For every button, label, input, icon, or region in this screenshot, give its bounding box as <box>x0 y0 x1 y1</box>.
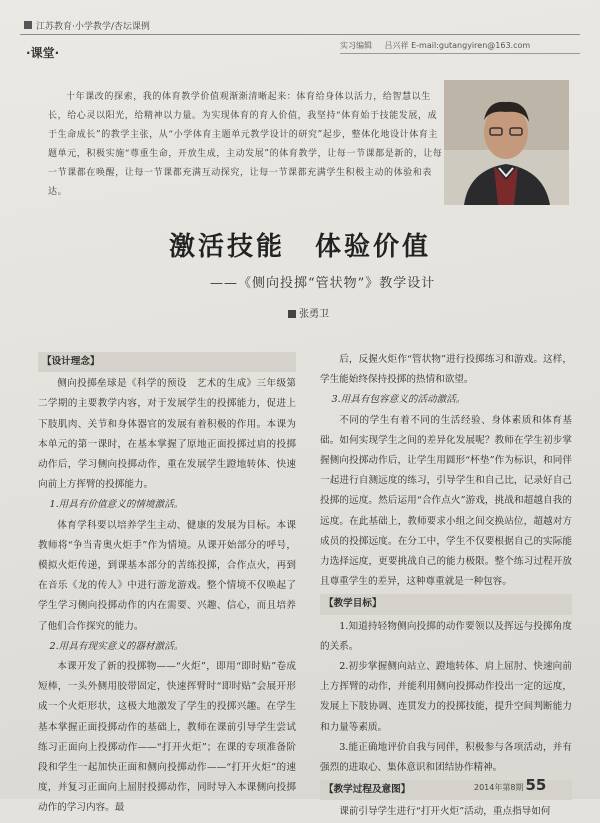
author-byline <box>288 305 329 320</box>
paragraph: 1.用具有价值意义的情境激活。 <box>49 499 184 511</box>
author-portrait-icon <box>444 80 569 205</box>
running-header <box>20 18 580 35</box>
right-column <box>320 350 572 823</box>
section-heading: 【教学目标】 <box>320 594 572 614</box>
byline-square-icon <box>288 310 296 318</box>
paragraph: 课前引导学生进行“打开火炬”活动，重点指导如何 <box>339 806 551 818</box>
section-heading: 【设计理念】 <box>38 352 296 372</box>
page-footer <box>474 776 546 794</box>
journal-name: 江苏教育·小学教学/杏坛课例 <box>36 22 150 32</box>
paragraph: 不同的学生有着不同的生活经验、身体素质和体育基础。如何实现学生之间的差异化发展呢？教师在学生初步掌握侧向投掷动作后，让学生用圆形“杯垫”作为标识，和同伴一起进行自测远度的练习，引导学生和自己比，记录好自己投掷的远度。然后运用“合作点火”游戏，挑战和超越自我的远度。在此基础上，教师要求小组之间交换站位，超越对方成员的投掷远度。在分工中，学生不仅要根据自己的实际能力选择远度，更要挑战自己的能力极限。整个练习过程开放且尊重学生的差异，这种尊重就是一种包容。 <box>320 414 572 588</box>
left-column <box>38 350 296 819</box>
section-label: 课堂 <box>30 46 55 60</box>
paragraph: 本课开发了新的投掷物——“火炬”，即用“即时贴”卷成短棒，一头外侧用胶带固定，快速挥臂时“即时贴”会展开形成一个火炬形状，这极大地激发了学生的投掷兴趣。在学生基本掌握正面投掷动作的基础上，教师在课前引导学生尝试练习正面向上投掷动作——“打开火炬”；在课的专项准备阶段和学生一起加快正面和侧向投掷动作——“打开火炬”的速度，并复习正面向上屈肘投掷动作，同时导入本课侧向投掷动作的学习内容。最 <box>38 661 296 814</box>
article-subtitle: ——《侧向投掷“管状物”》教学设计 <box>210 276 436 291</box>
paragraph: 侧向投掷垒球是《科学的预设 艺术的生成》三年级第二学期的主要教学内容，对于发展学生的投掷能力，促进上下肢肌肉、关节和身体器官的发展有着积极的作用。本课为本单元的第一课时，在基本掌握了原地正面投掷过肩的投掷动作后，学习侧向投掷动作，重在发展学生蹬地转体、快速向前上方挥臂的投掷能力。 <box>38 378 296 491</box>
paragraph: 2.用具有现实意义的器材激活。 <box>49 640 184 652</box>
title-part-2: 体验价值 <box>315 232 432 262</box>
editor-line <box>340 40 580 54</box>
author-name: 张勇卫 <box>299 309 329 320</box>
author-intro: 十年课改的探索，我的体育教学价值观渐渐清晰起来：体育给身体以活力，给智慧以生长，给心灵以阳光，给精神以力量。为实现体育的育人价值，我坚持“体育始于技能发展，成于生命成长”的教学主张，从“小学体育主题单元教学设计的研究”起步，整体化地设计体育主题单元，积极实施“尊重生命，开放生成，主动发展”的体育教学，让每一节课都是新的，让每一节课都在唤醒，让每一节课都充满互动探究，让每一节课都充满学生积极主动的体验和表达。 <box>48 92 443 197</box>
paragraph: 后，反握火炬作“管状物”进行投掷练习和游戏。这样，学生能始终保持投掷的热情和欲望。 <box>320 354 572 386</box>
editor-contact: 吕兴祥 E-mail:gutangyiren@163.com <box>384 41 531 50</box>
paragraph: 体育学科要以培养学生主动、健康的发展为目标。本课教师将“争当青奥火炬手”作为情境。从课开始部分的呼号，模拟火炬传递，到课基本部分的苦练投掷，合作点火，再到在音乐《龙的传人》中进行游龙游戏。整个情境不仅唤起了学生学习侧向投掷动作的内在需要、兴趣、信心，而且培养了他们合作探究的能力。 <box>38 519 296 632</box>
header-square-icon <box>24 21 32 29</box>
editor-label: 实习编辑 <box>340 41 372 50</box>
author-photo <box>444 80 569 205</box>
section-heading: 【教学过程及意图】 <box>320 780 572 800</box>
paragraph: 3.用具有包容意义的活动激活。 <box>331 394 466 406</box>
article-title <box>0 226 600 263</box>
page-number: 55 <box>525 776 547 794</box>
issue-date: 2014年第8期 <box>474 783 524 792</box>
section-tag: ·课堂· <box>26 46 60 60</box>
title-part-1: 激活技能 <box>168 232 285 262</box>
paragraph: 1.知道持轻物侧向投掷的动作要领以及挥远与投掷角度的关系。 <box>320 620 572 652</box>
paragraph: 2.初步掌握侧向站立、蹬地转体、肩上屈肘、快速向前上方挥臂的动作，并能利用侧向投掷动作投出一定的远度，发展上下肢协调、连贯发力的投掷技能，提升空间判断能力和力量等素质。 <box>320 661 572 733</box>
paragraph: 3.能正确地评价自我与同伴，积极参与各项活动，并有强烈的进取心、集体意识和团结协作精神。 <box>320 741 572 774</box>
